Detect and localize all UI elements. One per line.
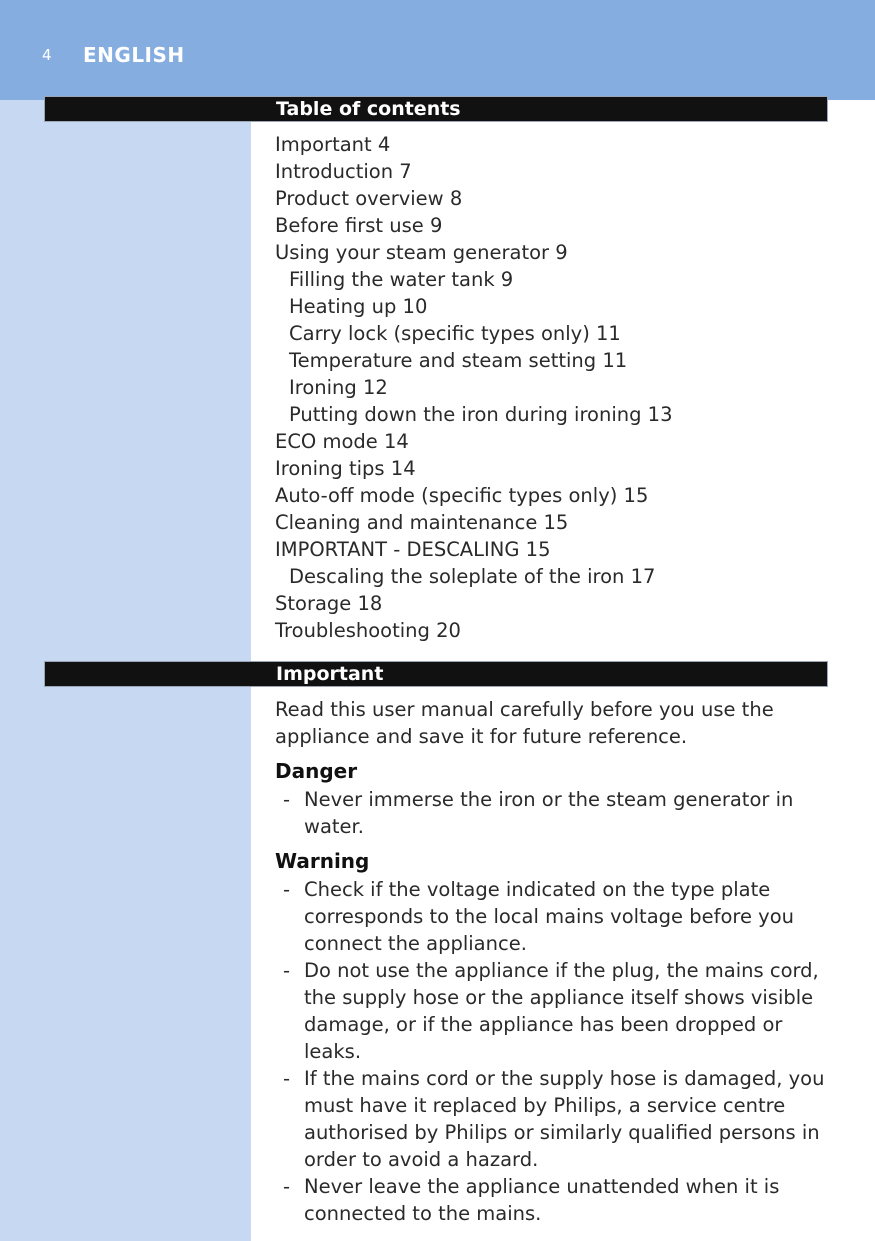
list-item-text: Never leave the appliance unattended when it is connected to the mains. <box>304 1175 780 1225</box>
toc-entry[interactable]: Product overview 8 <box>275 187 463 210</box>
important-title: Important <box>276 663 384 685</box>
toc-subentry[interactable]: Carry lock (specific types only) 11 <box>289 322 621 345</box>
bullet-dash: - <box>283 959 291 982</box>
toc-subentry[interactable]: Descaling the soleplate of the iron 17 <box>289 565 656 588</box>
bullet-dash: - <box>283 788 291 811</box>
toc-subentry[interactable]: Filling the water tank 9 <box>289 268 514 291</box>
toc-subentry[interactable]: Ironing 12 <box>289 376 388 399</box>
list-item <box>275 786 831 840</box>
intro-paragraph: Read this user manual carefully before you use the appliance and save it for future reference. <box>275 698 774 748</box>
list-item <box>275 1065 831 1173</box>
list-item <box>275 1173 831 1227</box>
toc-subentry[interactable]: Temperature and steam setting 11 <box>289 349 628 372</box>
toc-entry[interactable]: Important 4 <box>275 133 391 156</box>
toc-list <box>275 131 835 644</box>
toc-subentry[interactable]: Heating up 10 <box>289 295 428 318</box>
language-label: ENGLISH <box>83 43 185 67</box>
toc-entry[interactable]: Before first use 9 <box>275 214 443 237</box>
important-title-bar <box>44 661 828 687</box>
bullet-dash: - <box>283 1175 291 1198</box>
toc-title: Table of contents <box>276 98 461 120</box>
list-item-text: Do not use the appliance if the plug, the mains cord, the supply hose or the appliance itself shows visible damage, or if the appliance has been dropped or leaks. <box>304 959 819 1063</box>
toc-entry[interactable]: Storage 18 <box>275 592 383 615</box>
danger-heading: Danger <box>275 759 358 783</box>
important-section <box>275 696 831 1235</box>
toc-entry[interactable]: Introduction 7 <box>275 160 412 183</box>
toc-entry[interactable]: IMPORTANT - DESCALING 15 <box>275 538 551 561</box>
toc-entry[interactable]: Auto-off mode (specific types only) 15 <box>275 484 649 507</box>
page-number: 4 <box>42 46 52 64</box>
list-item <box>275 876 831 957</box>
list-item-text: Check if the voltage indicated on the type plate corresponds to the local mains voltage before you connect the appliance. <box>304 878 795 955</box>
list-item-text: If the mains cord or the supply hose is damaged, you must have it replaced by Philips, a service centre authorised by Philips or similarly qualified persons in order to avoid a hazard. <box>304 1067 825 1171</box>
toc-entry[interactable]: Ironing tips 14 <box>275 457 416 480</box>
warning-list <box>275 876 831 1227</box>
toc-entry[interactable]: Cleaning and maintenance 15 <box>275 511 569 534</box>
list-item-text: Never immerse the iron or the steam generator in water. <box>304 788 794 838</box>
danger-list <box>275 786 831 840</box>
toc-entry[interactable]: Using your steam generator 9 <box>275 241 568 264</box>
toc-subentry[interactable]: Putting down the iron during ironing 13 <box>289 403 673 426</box>
list-item <box>275 957 831 1065</box>
warning-heading: Warning <box>275 849 370 873</box>
toc-title-bar <box>44 96 828 122</box>
toc-entry[interactable]: ECO mode 14 <box>275 430 409 453</box>
bullet-dash: - <box>283 1067 291 1090</box>
toc-entry[interactable]: Troubleshooting 20 <box>275 619 461 642</box>
bullet-dash: - <box>283 878 291 901</box>
